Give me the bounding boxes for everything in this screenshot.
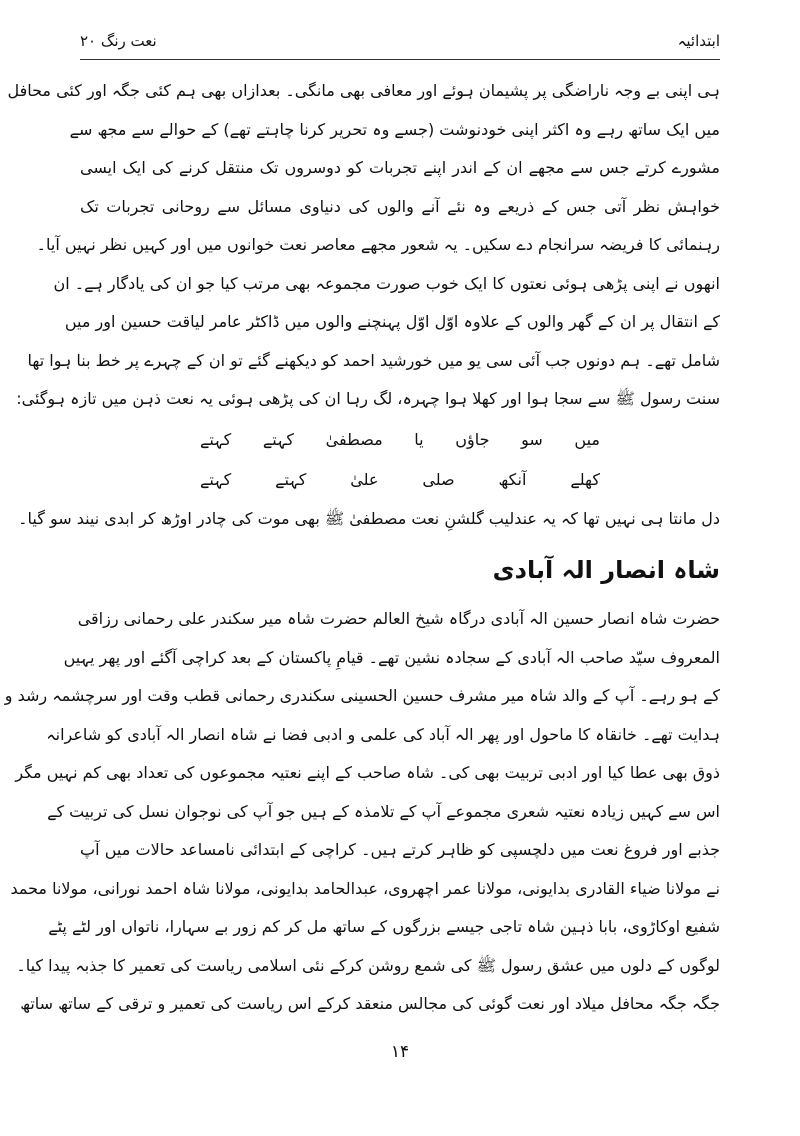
book-title: نعت رنگ ۲۰ [80,32,157,50]
text-line: کے ہو رہے۔ آپ کے والد شاہ میر مشرف حسین الحسینی سکندری رحمانی قطب وقت اور سرچشمہ رشد و [4,686,720,705]
text-line: ذوق بھی عطا کیا اور ادبی تربیت بھی کی۔ شاہ صاحب کے اپنے نعتیہ مجموعوں کی تعداد بھی کم نہیں مگر [15,763,720,782]
text-line: شامل تھے۔ ہم دونوں جب آئی سی یو میں خورشید احمد کو دیکھنے گئے تو ان کے چہرے پر خط بنا ہوا تھا [27,350,720,370]
verse-line: میں سو جاؤں یا مصطفیٰ کہتے کہتے [200,430,600,449]
text-line: انھوں نے اپنی پڑھی ہوئی نعتوں کا ایک خوب صورت مجموعہ بھی مرتب کیا جو ان کی یادگار ہے۔ ان [53,273,720,293]
text-line: مشورے کرتے جس سے مجھے ان کے اندر اپنے تجربات کو دوسروں تک منتقل کرنے کی ایک ایسی [80,158,720,177]
paragraph-3 [4,600,720,1024]
text-line: ہی اپنی بے وجہ ناراضگی پر پشیمان ہوئے اور معافی بھی مانگی۔ بعدازاں بھی ہم کئی جگہ اور کئی محافل [7,81,720,100]
text-line: ہدایت تھے۔ خانقاہ کا ماحول اور پھر الہ آباد کی علمی و ادبی فضا نے شاہ انصار الہ آبادی کو شاعرانہ [46,724,720,744]
text-line: کے انتقال پر ان کے گھر والوں کے علاوہ اوّل اوّل پہنچنے والوں میں ڈاکٹر عامر لیاقت حسین اور میں [64,312,720,331]
text-line: رہنمائی کا فریضہ سرانجام دے سکیں۔ یہ شعور مجھے معاصر نعت خوانوں میں اور کہیں نظر نہیں آیا۔ [36,235,720,254]
text-line: خواہش نظر آتی جس کے ذریعے وہ نئے آنے والوں کی دنیاوی مسائل سے روحانی تجربات تک [80,196,720,216]
running-header [80,28,720,62]
text-line: نے مولانا ضیاء القادری بدایونی، مولانا عمر اچھروی، عبدالحامد بدایونی، مولانا شاہ احمد نورانی، مولانا محمد [10,878,720,898]
verse-couplet [200,420,600,500]
text-line: سنت رسول ﷺ سے سجا ہوا اور کھلا ہوا چہرہ، لگ رہا ان کی پڑھی ہوئی یہ نعت ذہن میں تازہ ہوگئی: [16,389,720,408]
section-heading: شاہ انصار الہ آبادی [492,556,720,584]
text-line: دل مانتا ہی نہیں تھا کہ یہ عندلیب گلشنِ نعت مصطفیٰ ﷺ بھی موت کی چادر اوڑھ کر ابدی نیند سو گیا۔ [18,509,720,528]
text-line: شفیع اوکاڑوی، بابا ذہین شاہ تاجی جیسے بزرگوں کے ساتھ مل کر کم زور بے سہارا، ناتواں اور لٹے پٹے [48,917,720,936]
text-line: لوگوں کے دلوں میں عشق رسول ﷺ کی شمع روشن کرکے نئی اسلامی ریاست کی تعمیر کا جذبہ پیدا کیا۔ [16,955,720,975]
text-line: جذبے اور فروغ نعت میں دلچسپی کو ظاہر کرتے ہیں۔ کراچی کے ابتدائی نامساعد حالات میں آپ [80,840,720,859]
text-line: جگہ جگہ محافل میلاد اور نعت گوئی کی مجالس منعقد کرکے اس ریاست کی تعمیر و ترقی کے ساتھ ساتھ [20,994,720,1013]
text-line: اس سے کہیں زیادہ نعتیہ شعری مجموعے آپ کے تلامذہ کے ہیں جو آپ کی نوجوان نسل کی تربیت کے [47,801,720,821]
header-rule [80,59,720,60]
paragraph-2 [18,500,720,539]
paragraph-1 [7,72,720,419]
text-line: میں ایک ساتھ رہے وہ اکثر اپنی خودنوشت (جسے وہ تحریر کرنا چاہتے تھے) کے حوالے سے مجھ سے [69,119,720,139]
text-line: المعروف سیّد صاحب الہ آبادی کے سجادہ نشین تھے۔ قیامِ پاکستان کے بعد کراچی آگئے اور پھر یہیں [63,647,720,667]
text-line: حضرت شاہ انصار حسین الہ آبادی درگاہ شیخ العالم حضرت شاہ میر سکندر علی رحمانی رزاقی [77,609,720,628]
chapter-title: ابتدائیہ [677,32,720,50]
verse-line: کھلے آنکھ صلی علیٰ کہتے کہتے [200,470,600,489]
page-number: ۱۴ [390,1042,410,1062]
